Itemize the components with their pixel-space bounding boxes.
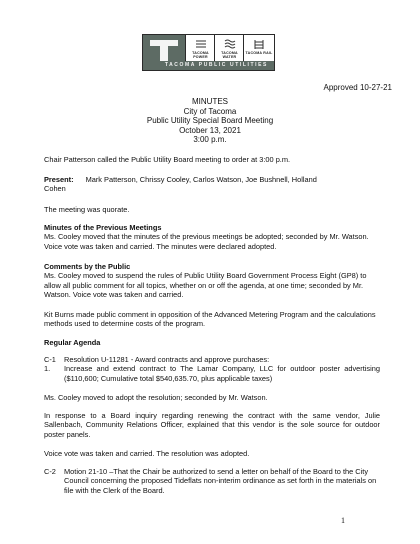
c1-vote: Voice vote was taken and carried. The resolution was adopted. <box>44 449 250 458</box>
water-waves-icon <box>224 38 236 50</box>
logo-division-label: TACOMA RAIL <box>245 51 273 55</box>
logo-division-label: TACOMA POWER <box>192 51 209 59</box>
meeting-date: October 13, 2021 <box>179 125 241 135</box>
present-label: Present: <box>44 175 74 184</box>
present-names-cont: Cohen <box>44 184 66 194</box>
minutes-text: Ms. Cooley moved that the minutes of the previous meetings be adopted; seconded by Mr. Watson. Voice vote was taken and carried. The minutes were declared adopted. <box>44 232 369 251</box>
meeting-name: Public Utility Special Board Meeting <box>146 116 274 125</box>
minutes-header <box>0 97 420 145</box>
minutes-section <box>44 223 380 251</box>
present-section <box>44 175 380 194</box>
minutes-title: MINUTES <box>192 97 228 106</box>
comments-section <box>44 262 380 299</box>
present-names: Mark Patterson, Chrissy Cooley, Carlos Watson, Joe Bushnell, Holland <box>85 175 317 184</box>
comments-heading: Comments by the Public <box>44 262 131 271</box>
logo-water-division <box>214 35 244 61</box>
opening-paragraph: Chair Patterson called the Public Utility Board meeting to order at 3:00 p.m. <box>44 155 291 164</box>
c2-label: C-2 <box>44 467 56 476</box>
logo-division-label: TACOMA WATER <box>221 51 238 59</box>
minutes-heading: Minutes of the Previous Meetings <box>44 223 162 232</box>
c2-text: Motion 21-10 –That the Chair be authorized to send a letter on behalf of the Board to the City Council concerning the proposed Tideflats non-interim ordinance as set forth in the materials on file with the Clerk of the Board. <box>64 467 377 495</box>
page-number: 1 <box>341 516 345 525</box>
meeting-time: 3:00 p.m. <box>193 135 227 144</box>
regular-agenda-heading: Regular Agenda <box>44 338 101 347</box>
approved-date: Approved 10-27-21 <box>323 83 392 92</box>
quorate-statement: The meeting was quorate. <box>44 205 130 214</box>
rail-tracks-icon <box>253 38 265 50</box>
logo-rail-division <box>243 35 274 61</box>
power-lines-icon <box>195 38 207 50</box>
c1-item <box>44 355 380 383</box>
tacoma-public-utilities-logo <box>142 34 275 71</box>
c1-item-text: Increase and extend contract to The Lamar Company, LLC for outdoor poster advertising ($110,600; Cumulative total $540,635.70, plus applicable taxes) <box>64 364 380 383</box>
logo-t-mark <box>143 35 185 61</box>
kit-burns-comment: Kit Burns made public comment in opposition of the Advanced Metering Program and the calculations methods used to determine costs of the program. <box>44 310 376 329</box>
c2-item <box>44 467 380 495</box>
city-name: City of Tacoma <box>183 106 237 116</box>
c1-label: C-1 <box>44 355 56 364</box>
logo-power-division <box>185 35 215 61</box>
logo-band-text: TACOMA PUBLIC UTILITIES <box>143 61 274 70</box>
c1-motion: Ms. Cooley moved to adopt the resolution; seconded by Mr. Watson. <box>44 393 268 402</box>
c1-title: Resolution U-11281 - Award contracts and approve purchases: <box>64 355 270 364</box>
comments-text: Ms. Cooley moved to suspend the rules of Public Utility Board Government Process Eight (GP8) to allow all public comment for all topics, whether on or off the agenda, at one time; seconded by Mr. Watson. Voice vote was taken and carried. <box>44 271 367 299</box>
c1-inquiry: In response to a Board inquiry regarding renewing the contract with the same vendor, Julie Sallenbach, Community Relations Officer, explained that this vendor is the sole source for outdoor poster panels. <box>44 411 380 439</box>
c1-item-number: 1. <box>44 364 51 374</box>
